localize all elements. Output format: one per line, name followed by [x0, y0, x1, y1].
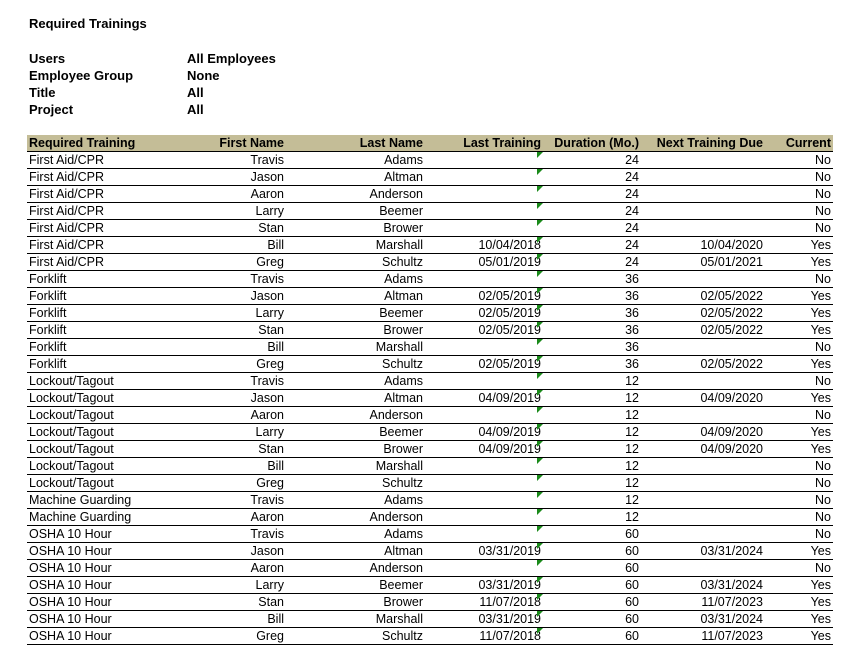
- cell-last-training[interactable]: 05/01/2019: [425, 254, 543, 271]
- cell-first-name[interactable]: Greg: [183, 628, 286, 645]
- cell-current[interactable]: No: [765, 526, 833, 543]
- cell-last-training[interactable]: [425, 220, 543, 237]
- cell-next-training-due[interactable]: [641, 203, 765, 220]
- cell-first-name[interactable]: Jason: [183, 288, 286, 305]
- cell-next-training-due[interactable]: [641, 526, 765, 543]
- cell-first-name[interactable]: Stan: [183, 594, 286, 611]
- cell-last-name[interactable]: Brower: [286, 594, 425, 611]
- cell-last-training[interactable]: [425, 271, 543, 288]
- cell-duration[interactable]: 12: [543, 509, 641, 526]
- cell-last-training[interactable]: [425, 203, 543, 220]
- cell-next-training-due[interactable]: 03/31/2024: [641, 611, 765, 628]
- cell-current[interactable]: No: [765, 152, 833, 169]
- cell-last-name[interactable]: Schultz: [286, 628, 425, 645]
- cell-current[interactable]: No: [765, 492, 833, 509]
- cell-last-name[interactable]: Anderson: [286, 407, 425, 424]
- cell-duration[interactable]: 60: [543, 560, 641, 577]
- cell-first-name[interactable]: Greg: [183, 475, 286, 492]
- cell-first-name[interactable]: Greg: [183, 254, 286, 271]
- cell-current[interactable]: Yes: [765, 628, 833, 645]
- cell-current[interactable]: No: [765, 407, 833, 424]
- filter-label: Project: [29, 102, 74, 117]
- filter-users: [29, 50, 276, 67]
- cell-current[interactable]: Yes: [765, 356, 833, 373]
- table-row: [27, 424, 833, 441]
- cell-required-training[interactable]: Lockout/Tagout: [27, 475, 183, 492]
- required-trainings-table: [27, 135, 833, 645]
- cell-duration[interactable]: 12: [543, 441, 641, 458]
- cell-first-name[interactable]: Bill: [183, 611, 286, 628]
- cell-next-training-due[interactable]: [641, 152, 765, 169]
- cell-next-training-due[interactable]: [641, 339, 765, 356]
- cell-next-training-due[interactable]: [641, 560, 765, 577]
- table-row: [27, 254, 833, 271]
- cell-last-name[interactable]: Altman: [286, 390, 425, 407]
- column-header-duration[interactable]: Duration (Mo.): [543, 135, 641, 152]
- cell-first-name[interactable]: Travis: [183, 492, 286, 509]
- cell-required-training[interactable]: Machine Guarding: [27, 492, 183, 509]
- cell-required-training[interactable]: Forklift: [27, 356, 183, 373]
- cell-next-training-due[interactable]: [641, 271, 765, 288]
- cell-next-training-due[interactable]: [641, 169, 765, 186]
- cell-next-training-due[interactable]: 10/04/2020: [641, 237, 765, 254]
- cell-last-training[interactable]: 03/31/2019: [425, 543, 543, 560]
- cell-last-name[interactable]: Beemer: [286, 424, 425, 441]
- cell-first-name[interactable]: Travis: [183, 373, 286, 390]
- table-row: [27, 577, 833, 594]
- filter-value: All: [187, 102, 204, 117]
- cell-duration[interactable]: 36: [543, 356, 641, 373]
- cell-current[interactable]: No: [765, 169, 833, 186]
- cell-required-training[interactable]: Forklift: [27, 271, 183, 288]
- cell-next-training-due[interactable]: [641, 475, 765, 492]
- filter-value: All Employees: [187, 51, 276, 66]
- cell-last-training[interactable]: [425, 186, 543, 203]
- cell-next-training-due[interactable]: [641, 492, 765, 509]
- cell-next-training-due[interactable]: 02/05/2022: [641, 288, 765, 305]
- cell-next-training-due[interactable]: 03/31/2024: [641, 577, 765, 594]
- table-row: [27, 594, 833, 611]
- cell-last-training[interactable]: 10/04/2018: [425, 237, 543, 254]
- cell-next-training-due[interactable]: [641, 458, 765, 475]
- cell-last-training[interactable]: 03/31/2019: [425, 611, 543, 628]
- table-row: [27, 186, 833, 203]
- cell-required-training[interactable]: Forklift: [27, 288, 183, 305]
- cell-current[interactable]: No: [765, 339, 833, 356]
- cell-current[interactable]: No: [765, 203, 833, 220]
- cell-current[interactable]: Yes: [765, 441, 833, 458]
- cell-required-training[interactable]: Machine Guarding: [27, 509, 183, 526]
- cell-required-training[interactable]: Lockout/Tagout: [27, 424, 183, 441]
- cell-required-training[interactable]: Lockout/Tagout: [27, 373, 183, 390]
- cell-last-training[interactable]: [425, 492, 543, 509]
- filter-label: Title: [29, 85, 56, 100]
- filter-value: All: [187, 85, 204, 100]
- cell-next-training-due[interactable]: [641, 509, 765, 526]
- filter-project: [29, 101, 276, 118]
- cell-current[interactable]: Yes: [765, 577, 833, 594]
- cell-current[interactable]: Yes: [765, 305, 833, 322]
- cell-next-training-due[interactable]: 02/05/2022: [641, 305, 765, 322]
- table-row: [27, 509, 833, 526]
- cell-first-name[interactable]: Travis: [183, 271, 286, 288]
- cell-last-name[interactable]: Marshall: [286, 237, 425, 254]
- cell-next-training-due[interactable]: 04/09/2020: [641, 424, 765, 441]
- cell-last-training[interactable]: [425, 152, 543, 169]
- cell-last-training[interactable]: [425, 373, 543, 390]
- report-title: Required Trainings: [29, 16, 147, 31]
- cell-next-training-due[interactable]: 02/05/2022: [641, 322, 765, 339]
- cell-next-training-due[interactable]: 03/31/2024: [641, 543, 765, 560]
- cell-duration[interactable]: 60: [543, 628, 641, 645]
- cell-first-name[interactable]: Aaron: [183, 560, 286, 577]
- cell-next-training-due[interactable]: [641, 373, 765, 390]
- cell-duration[interactable]: 36: [543, 305, 641, 322]
- table-row: [27, 475, 833, 492]
- cell-first-name[interactable]: Jason: [183, 169, 286, 186]
- cell-next-training-due[interactable]: 04/09/2020: [641, 441, 765, 458]
- cell-current[interactable]: No: [765, 186, 833, 203]
- cell-last-name[interactable]: Adams: [286, 492, 425, 509]
- cell-last-name[interactable]: Adams: [286, 373, 425, 390]
- cell-last-name[interactable]: Altman: [286, 169, 425, 186]
- cell-last-training[interactable]: [425, 526, 543, 543]
- cell-first-name[interactable]: Stan: [183, 220, 286, 237]
- cell-last-training[interactable]: [425, 339, 543, 356]
- cell-duration[interactable]: 60: [543, 611, 641, 628]
- cell-first-name[interactable]: Larry: [183, 203, 286, 220]
- cell-duration[interactable]: 36: [543, 322, 641, 339]
- cell-current[interactable]: No: [765, 373, 833, 390]
- cell-required-training[interactable]: Forklift: [27, 305, 183, 322]
- cell-first-name[interactable]: Greg: [183, 356, 286, 373]
- filter-value: None: [187, 68, 220, 83]
- cell-current[interactable]: Yes: [765, 254, 833, 271]
- table-body: [27, 152, 833, 645]
- cell-last-name[interactable]: Altman: [286, 288, 425, 305]
- filter-title: [29, 84, 276, 101]
- cell-last-training[interactable]: 11/07/2018: [425, 594, 543, 611]
- cell-last-training[interactable]: [425, 407, 543, 424]
- cell-first-name[interactable]: Bill: [183, 339, 286, 356]
- cell-first-name[interactable]: Stan: [183, 441, 286, 458]
- cell-current[interactable]: Yes: [765, 594, 833, 611]
- cell-duration[interactable]: 24: [543, 152, 641, 169]
- cell-first-name[interactable]: Stan: [183, 322, 286, 339]
- filter-label: Users: [29, 51, 66, 66]
- table-row: [27, 288, 833, 305]
- table-row: [27, 152, 833, 169]
- cell-last-name[interactable]: Brower: [286, 441, 425, 458]
- table-row: [27, 560, 833, 577]
- cell-last-training[interactable]: 02/05/2019: [425, 322, 543, 339]
- cell-first-name[interactable]: Bill: [183, 237, 286, 254]
- cell-required-training[interactable]: First Aid/CPR: [27, 152, 183, 169]
- cell-duration[interactable]: 36: [543, 288, 641, 305]
- cell-duration[interactable]: 24: [543, 237, 641, 254]
- cell-last-name[interactable]: Beemer: [286, 577, 425, 594]
- cell-next-training-due[interactable]: 11/07/2023: [641, 628, 765, 645]
- cell-last-name[interactable]: Marshall: [286, 611, 425, 628]
- table-row: [27, 373, 833, 390]
- cell-first-name[interactable]: Aaron: [183, 186, 286, 203]
- cell-required-training[interactable]: OSHA 10 Hour: [27, 560, 183, 577]
- cell-last-name[interactable]: Beemer: [286, 203, 425, 220]
- cell-duration[interactable]: 60: [543, 543, 641, 560]
- cell-duration[interactable]: 12: [543, 458, 641, 475]
- cell-required-training[interactable]: Lockout/Tagout: [27, 407, 183, 424]
- cell-current[interactable]: No: [765, 475, 833, 492]
- cell-last-training[interactable]: 02/05/2019: [425, 356, 543, 373]
- filter-label: Employee Group: [29, 68, 134, 83]
- cell-first-name[interactable]: Larry: [183, 305, 286, 322]
- cell-current[interactable]: Yes: [765, 288, 833, 305]
- cell-required-training[interactable]: OSHA 10 Hour: [27, 611, 183, 628]
- column-header-next-training-due[interactable]: Next Training Due: [641, 135, 765, 152]
- cell-duration[interactable]: 24: [543, 186, 641, 203]
- cell-required-training[interactable]: First Aid/CPR: [27, 237, 183, 254]
- cell-first-name[interactable]: Travis: [183, 152, 286, 169]
- cell-first-name[interactable]: Bill: [183, 458, 286, 475]
- cell-current[interactable]: No: [765, 560, 833, 577]
- cell-current[interactable]: Yes: [765, 322, 833, 339]
- cell-last-training[interactable]: [425, 169, 543, 186]
- cell-first-name[interactable]: Aaron: [183, 407, 286, 424]
- cell-first-name[interactable]: Jason: [183, 390, 286, 407]
- cell-current[interactable]: Yes: [765, 611, 833, 628]
- cell-last-name[interactable]: Schultz: [286, 254, 425, 271]
- table-row: [27, 220, 833, 237]
- table-row: [27, 356, 833, 373]
- column-header-required-training[interactable]: Required Training: [27, 135, 183, 152]
- cell-last-name[interactable]: Schultz: [286, 475, 425, 492]
- cell-last-training[interactable]: 02/05/2019: [425, 288, 543, 305]
- cell-required-training[interactable]: Forklift: [27, 322, 183, 339]
- cell-last-training[interactable]: 04/09/2019: [425, 390, 543, 407]
- cell-required-training[interactable]: Forklift: [27, 339, 183, 356]
- cell-duration[interactable]: 60: [543, 577, 641, 594]
- table-row: [27, 543, 833, 560]
- table-row: [27, 339, 833, 356]
- cell-next-training-due[interactable]: 05/01/2021: [641, 254, 765, 271]
- table-header-row: [27, 135, 833, 152]
- table-row: [27, 305, 833, 322]
- cell-last-name[interactable]: Adams: [286, 526, 425, 543]
- cell-next-training-due[interactable]: 02/05/2022: [641, 356, 765, 373]
- cell-last-name[interactable]: Marshall: [286, 339, 425, 356]
- cell-duration[interactable]: 24: [543, 169, 641, 186]
- cell-last-training[interactable]: 02/05/2019: [425, 305, 543, 322]
- cell-last-training[interactable]: [425, 475, 543, 492]
- cell-last-name[interactable]: Brower: [286, 220, 425, 237]
- cell-last-name[interactable]: Adams: [286, 271, 425, 288]
- cell-required-training[interactable]: Lockout/Tagout: [27, 390, 183, 407]
- cell-duration[interactable]: 12: [543, 475, 641, 492]
- cell-duration[interactable]: 24: [543, 254, 641, 271]
- cell-last-training[interactable]: [425, 560, 543, 577]
- cell-next-training-due[interactable]: [641, 220, 765, 237]
- cell-duration[interactable]: 36: [543, 339, 641, 356]
- column-header-first-name[interactable]: First Name: [183, 135, 286, 152]
- cell-required-training[interactable]: Lockout/Tagout: [27, 441, 183, 458]
- cell-required-training[interactable]: First Aid/CPR: [27, 169, 183, 186]
- cell-last-training[interactable]: 03/31/2019: [425, 577, 543, 594]
- cell-required-training[interactable]: OSHA 10 Hour: [27, 577, 183, 594]
- cell-next-training-due[interactable]: [641, 186, 765, 203]
- cell-required-training[interactable]: OSHA 10 Hour: [27, 543, 183, 560]
- cell-duration[interactable]: 60: [543, 594, 641, 611]
- cell-current[interactable]: Yes: [765, 424, 833, 441]
- table-row: [27, 628, 833, 645]
- table-row: [27, 169, 833, 186]
- cell-last-name[interactable]: Altman: [286, 543, 425, 560]
- cell-current[interactable]: No: [765, 509, 833, 526]
- cell-next-training-due[interactable]: 11/07/2023: [641, 594, 765, 611]
- table-row: [27, 237, 833, 254]
- cell-duration[interactable]: 24: [543, 203, 641, 220]
- cell-current[interactable]: Yes: [765, 237, 833, 254]
- table-row: [27, 322, 833, 339]
- cell-first-name[interactable]: Travis: [183, 526, 286, 543]
- cell-duration[interactable]: 24: [543, 220, 641, 237]
- table-row: [27, 203, 833, 220]
- cell-required-training[interactable]: First Aid/CPR: [27, 254, 183, 271]
- column-header-last-name[interactable]: Last Name: [286, 135, 425, 152]
- cell-duration[interactable]: 12: [543, 492, 641, 509]
- table-row: [27, 271, 833, 288]
- cell-required-training[interactable]: OSHA 10 Hour: [27, 526, 183, 543]
- filter-employee-group: [29, 67, 276, 84]
- cell-required-training[interactable]: OSHA 10 Hour: [27, 628, 183, 645]
- cell-last-name[interactable]: Anderson: [286, 560, 425, 577]
- cell-last-training[interactable]: [425, 458, 543, 475]
- cell-duration[interactable]: 60: [543, 526, 641, 543]
- cell-last-name[interactable]: Brower: [286, 322, 425, 339]
- cell-current[interactable]: No: [765, 458, 833, 475]
- cell-first-name[interactable]: Aaron: [183, 509, 286, 526]
- table-row: [27, 407, 833, 424]
- cell-duration[interactable]: 36: [543, 271, 641, 288]
- table-row: [27, 492, 833, 509]
- cell-required-training[interactable]: Lockout/Tagout: [27, 458, 183, 475]
- cell-current[interactable]: No: [765, 220, 833, 237]
- cell-first-name[interactable]: Larry: [183, 577, 286, 594]
- cell-last-name[interactable]: Beemer: [286, 305, 425, 322]
- cell-duration[interactable]: 12: [543, 373, 641, 390]
- cell-first-name[interactable]: Larry: [183, 424, 286, 441]
- cell-current[interactable]: Yes: [765, 543, 833, 560]
- table-row: [27, 526, 833, 543]
- cell-first-name[interactable]: Jason: [183, 543, 286, 560]
- table-row: [27, 390, 833, 407]
- cell-last-name[interactable]: Anderson: [286, 186, 425, 203]
- cell-required-training[interactable]: First Aid/CPR: [27, 203, 183, 220]
- cell-last-training[interactable]: 04/09/2019: [425, 441, 543, 458]
- cell-next-training-due[interactable]: 04/09/2020: [641, 390, 765, 407]
- cell-required-training[interactable]: First Aid/CPR: [27, 186, 183, 203]
- cell-duration[interactable]: 12: [543, 424, 641, 441]
- cell-current[interactable]: Yes: [765, 390, 833, 407]
- cell-last-name[interactable]: Anderson: [286, 509, 425, 526]
- cell-current[interactable]: No: [765, 271, 833, 288]
- cell-last-name[interactable]: Schultz: [286, 356, 425, 373]
- cell-required-training[interactable]: First Aid/CPR: [27, 220, 183, 237]
- table-row: [27, 611, 833, 628]
- table-row: [27, 458, 833, 475]
- cell-last-name[interactable]: Marshall: [286, 458, 425, 475]
- filter-summary: [29, 50, 276, 118]
- cell-duration[interactable]: 12: [543, 390, 641, 407]
- table-row: [27, 441, 833, 458]
- cell-last-training[interactable]: 04/09/2019: [425, 424, 543, 441]
- column-header-last-training[interactable]: Last Training: [425, 135, 543, 152]
- cell-last-training[interactable]: 11/07/2018: [425, 628, 543, 645]
- cell-last-name[interactable]: Adams: [286, 152, 425, 169]
- cell-last-training[interactable]: [425, 509, 543, 526]
- cell-required-training[interactable]: OSHA 10 Hour: [27, 594, 183, 611]
- cell-duration[interactable]: 12: [543, 407, 641, 424]
- column-header-current[interactable]: Current: [765, 135, 833, 152]
- cell-next-training-due[interactable]: [641, 407, 765, 424]
